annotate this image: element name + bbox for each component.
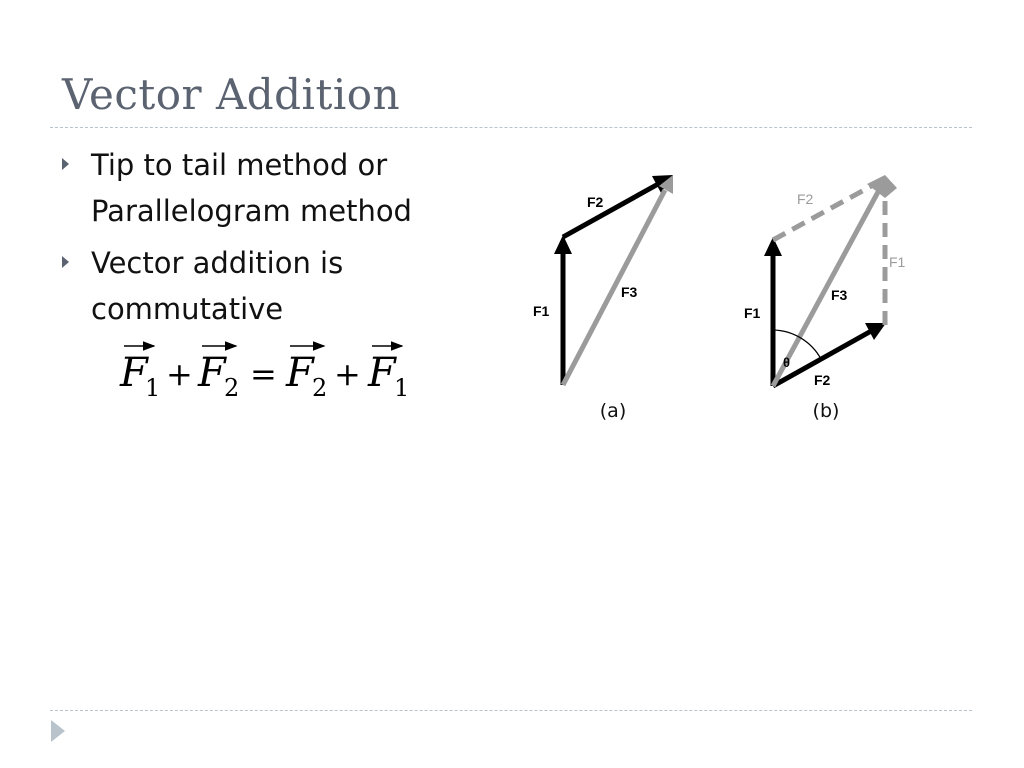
- label-f2: F2: [814, 372, 831, 388]
- vector-f3: [563, 190, 665, 385]
- arrowhead: [554, 235, 572, 254]
- vector-addition-figure: [515, 160, 915, 440]
- bullet-item: [62, 240, 462, 332]
- label-f3: F3: [621, 284, 638, 300]
- plus-sign: +: [334, 355, 361, 393]
- vector-symbol: F: [198, 350, 226, 396]
- arrowhead: [867, 175, 897, 198]
- commutative-equation: [118, 330, 418, 410]
- footer-divider: [50, 710, 972, 711]
- bullet-list: [62, 142, 462, 338]
- label-f3: F3: [831, 287, 848, 303]
- label-theta: θ: [783, 355, 791, 370]
- vector-f2-dashed: [773, 184, 875, 240]
- bullet-text: Vector addition is commutative: [91, 246, 344, 326]
- vector-subscript: 1: [394, 374, 410, 402]
- label-f1: F1: [533, 303, 550, 319]
- label-f1: F1: [744, 305, 761, 321]
- triangle-right-icon: [62, 158, 69, 170]
- next-slide-icon[interactable]: [51, 720, 65, 742]
- vector-subscript: 2: [224, 374, 240, 402]
- equals-sign: =: [250, 355, 277, 393]
- vector-symbol: F: [286, 350, 314, 396]
- diagram-a: [533, 175, 673, 385]
- slide-title: Vector Addition: [62, 70, 401, 119]
- vector-symbol: F: [120, 350, 148, 396]
- caption-a: (a): [599, 400, 627, 422]
- triangle-right-icon: [62, 256, 69, 268]
- vector-subscript: 2: [312, 374, 328, 402]
- label-f1-dashed: F1: [889, 254, 906, 270]
- label-f2-dashed: F2: [797, 191, 814, 207]
- vector-subscript: 1: [145, 374, 161, 402]
- plus-sign: +: [166, 355, 193, 393]
- diagram-b: [744, 175, 906, 388]
- vector-symbol: F: [368, 350, 396, 396]
- title-divider: [50, 127, 972, 128]
- bullet-item: [62, 142, 462, 234]
- label-f2: F2: [587, 194, 604, 210]
- caption-b: (b): [812, 400, 840, 422]
- bullet-text: Tip to tail method or Parallelogram method: [91, 148, 412, 228]
